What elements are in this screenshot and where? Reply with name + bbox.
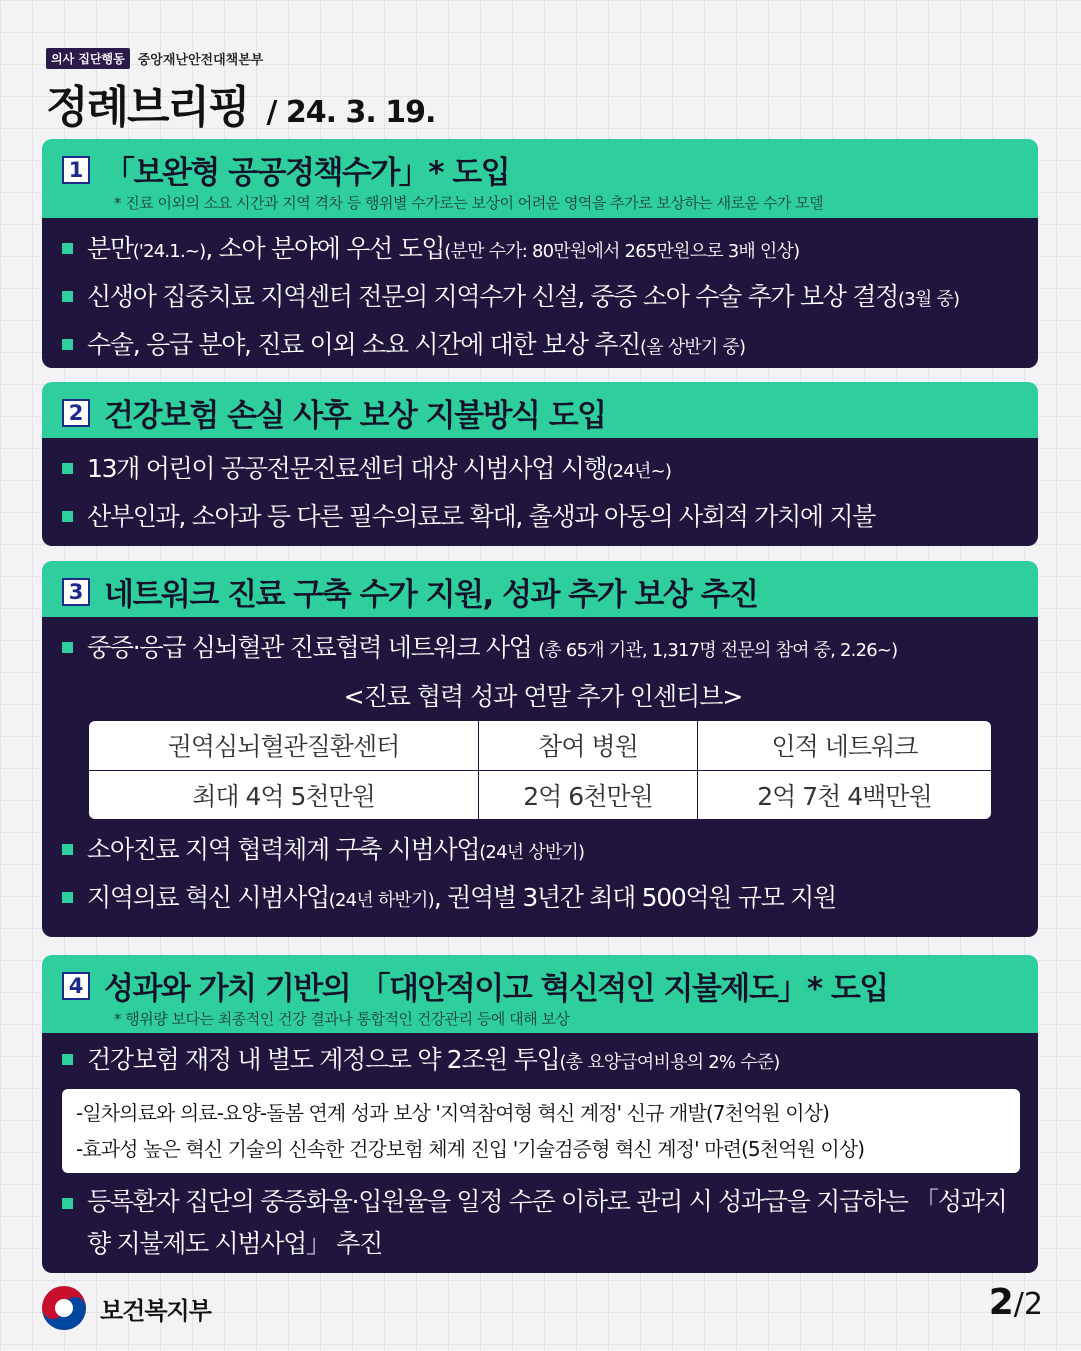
sub-item: -효과성 높은 혁신 기술의 신속한 건강보험 체계 진입 '기술검증형 혁신 계정' 마련(5천억원 이상)	[76, 1137, 865, 1161]
section-3-title: 네트워크 진료 구축 수가 지원, 성과 추가 보상 추진	[104, 577, 758, 613]
table-header-cell: 인적 네트워크	[697, 721, 991, 770]
section-4-body	[42, 1033, 1038, 1273]
list-item: 13개 어린이 공공전문진료센터 대상 시범사업 시행(24년~)	[62, 446, 1024, 494]
section-number-2: 2	[62, 399, 90, 427]
sub-item-box	[62, 1089, 1020, 1173]
bullet-square-icon	[62, 511, 73, 522]
incentive-title: <진료 협력 성과 연말 추가 인센티브>	[343, 682, 743, 711]
table-row	[89, 770, 991, 819]
sub-item: -일차의료와 의료-요양-돌봄 연계 성과 보상 '지역참여형 혁신 계정' 신규 개발(7천억원 이상)	[76, 1101, 830, 1125]
topic-tag: 의사 집단행동	[46, 48, 130, 69]
section-2-header	[42, 382, 1038, 438]
bullet-square-icon	[62, 243, 73, 254]
section-number-4: 4	[62, 972, 90, 1000]
section-1-body	[42, 218, 1038, 368]
bullet-square-icon	[62, 339, 73, 350]
ministry-name: 보건복지부	[100, 1296, 211, 1325]
section-4-header	[42, 955, 1038, 1033]
bullet-square-icon	[62, 291, 73, 302]
section-number-3: 3	[62, 578, 90, 606]
bullet-square-icon	[62, 892, 73, 903]
section-1-note: * 진료 이외의 소요 시간과 지역 격차 등 행위별 수가로는 보상이 어려운 영역을 추가로 보상하는 새로운 수가 모델	[114, 194, 824, 212]
section-4	[42, 955, 1038, 1273]
bullet-square-icon	[62, 1198, 73, 1209]
section-4-note: * 행위량 보다는 최종적인 건강 결과나 통합적인 건강관리 등에 대해 보상	[114, 1010, 570, 1028]
list-item: 소아진료 지역 협력체계 구축 시범사업(24년 상반기)	[62, 827, 1024, 875]
section-1-title: 「보완형 공공정책수가」* 도입	[104, 155, 510, 191]
page-current: 2	[988, 1282, 1014, 1323]
section-number-1: 1	[62, 156, 90, 184]
section-2-body	[42, 438, 1038, 546]
bullet-square-icon	[62, 463, 73, 474]
list-item: 등록환자 집단의 중증화율·입원율을 일정 수준 이하로 관리 시 성과급을 지급하는 「성과지향 지불제도 시범사업」 추진	[62, 1181, 1024, 1265]
organization-name: 중앙재난안전대책본부	[137, 53, 264, 68]
header	[46, 48, 435, 135]
page-title: 정례브리핑	[46, 82, 249, 133]
list-item: 산부인과, 소아과 등 다른 필수의료로 확대, 출생과 아동의 사회적 가치에 지불	[62, 494, 1024, 539]
ministry-logo	[38, 1282, 211, 1334]
section-3-header	[42, 561, 1038, 617]
list-item: 지역의료 혁신 시범사업(24년 하반기), 권역별 3년간 최대 500억원 규모 지원	[62, 875, 1024, 923]
table-header-cell: 참여 병원	[479, 721, 698, 770]
list-item: 중증·응급 심뇌혈관 진료협력 네트워크 사업 (총 65개 기관, 1,317명 전문의 참여 중, 2.26~)	[62, 625, 1024, 673]
table-cell: 최대 4억 5천만원	[89, 770, 479, 819]
list-item: 수술, 응급 분야, 진료 이외 소요 시간에 대한 보상 추진(올 상반기 중)	[62, 322, 1024, 370]
bullet-square-icon	[62, 844, 73, 855]
bullet-square-icon	[62, 642, 73, 653]
section-3	[42, 561, 1038, 937]
incentive-table	[89, 721, 991, 819]
section-2	[42, 382, 1038, 546]
table-row	[89, 721, 991, 770]
section-1-header	[42, 139, 1038, 218]
page-indicator	[989, 1282, 1043, 1323]
section-1	[42, 139, 1038, 368]
section-3-body	[42, 617, 1038, 937]
list-item: 건강보험 재정 내 별도 계정으로 약 2조원 투입(총 요양급여비용의 2% 수준)	[62, 1037, 1024, 1085]
list-item: 신생아 집중치료 지역센터 전문의 지역수가 신설, 중증 소아 수술 추가 보상 결정(3월 중)	[62, 274, 1024, 322]
briefing-date: / 24. 3. 19.	[266, 95, 436, 130]
table-cell: 2억 6천만원	[479, 770, 698, 819]
taegeuk-icon	[38, 1282, 90, 1334]
section-2-title: 건강보험 손실 사후 보상 지불방식 도입	[104, 398, 606, 434]
page-total: /2	[1013, 1287, 1043, 1322]
list-item: 분만('24.1.~), 소아 분야에 우선 도입(분만 수가: 80만원에서 265만원으로 3배 인상)	[62, 226, 1024, 274]
bullet-square-icon	[62, 1054, 73, 1065]
table-cell: 2억 7천 4백만원	[697, 770, 991, 819]
table-header-cell: 권역심뇌혈관질환센터	[89, 721, 479, 770]
section-4-title: 성과와 가치 기반의 「대안적이고 혁신적인 지불제도」* 도입	[104, 971, 888, 1007]
